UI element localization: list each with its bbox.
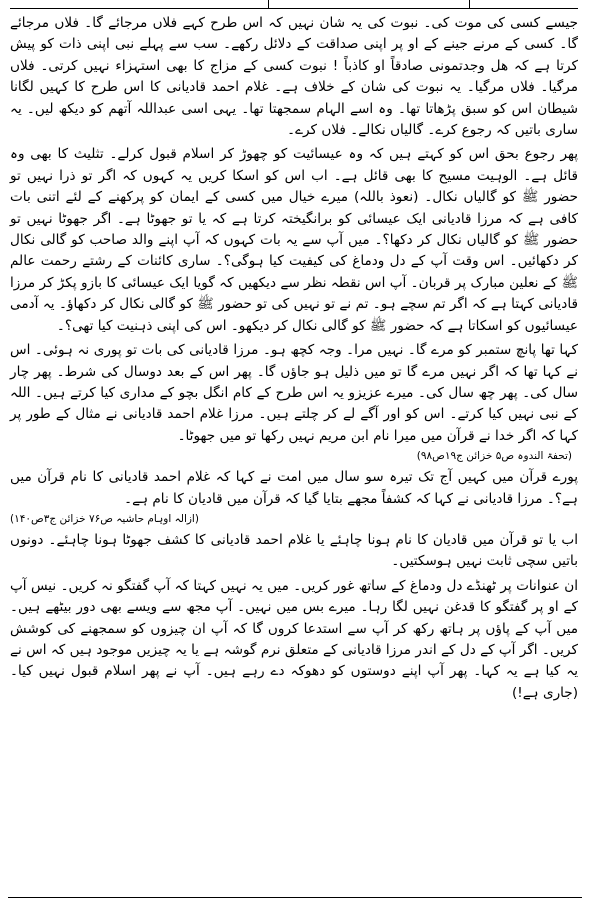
reference-citation-2: (ازالہ اوہام حاشیہ ص۷۶ خزائن ج۳ص۱۴۰) xyxy=(10,512,199,525)
paragraph-2: پھر رجوع بحق اس کو کہتے ہیں کہ وہ عیسائیت کو چھوڑ کر اسلام قبول کرلے۔ تثلیث کا بھی وہ قائل ہے۔ الوہیت مسیح کا بھی قائل ہے۔ اب اس کو اسکا کریں یہ کہوں کہ اگر تو ذرا نہیں تو حضور ﷺ کو گالیاں نکال۔ (نعوذ باللہ) میرے خیال میں کسی کے ایمان کو پرکھنے کے لئے اتنی بات کافی ہے کہ مرزا قادیانی ایک عیسائی کو برانگیختہ کرتا ہے کہ یا تو جھوٹا ہے۔ اگر جھوٹا نہیں تو حضور ﷺ کو گالیاں نکال کر دکھا؟۔ میں آپ سے یہ بات کہوں کہ آپ اپنے والد صاحب کو گالی نکال کر دکھائیں۔ اس وقت آپ کے دل ودماغ کی کیفیت کیا ہوگی؟۔ ساری کائنات کے رشتے رحمت عالم ﷺ کے نعلین مبارک پر قربان۔ آپ اس نقطہ نظر سے دیکھیں کہ گویا ایک عیسائی کا بازو پکڑ کر مرزا قادیانی کہتا ہے کہ اگر تم سچے ہو۔ تم نے تو نہیں کی تو حضور ﷺ کو گالی نکال کر دکھاؤ۔ یہ آدمی عیسائیوں کو اسکاتا ہے کہ حضور ﷺ کو گالی نکال کر دیکھو۔ اس کی اپنی ذہنیت کیا تھی؟۔ xyxy=(10,146,578,334)
header-tab xyxy=(268,0,470,9)
header-rule xyxy=(10,0,578,9)
paragraph-6: ان عنوانات پر ٹھنڈے دل ودماغ کے ساتھ غور کریں۔ میں یہ نہیں کہتا کہ آپ گفتگو نہ کریں۔ نیس آپ کے او پر گفتگو کا قدغن نہیں لگا رہا۔ میرے بس میں نہیں۔ آپ مجھ سے ویسے بھی دور بیٹھے ہیں۔ میں آپ کے پاؤں پر ہاتھ رکھ کر آپ سے استدعا کروں گا کہ آپ ان چیزوں کو سمجھنے کی کوشش کریں۔ اگر آپ کے دل کے اندر مرزا قادیانی کے متعلق نرم گوشہ ہے یا یہ چیزیں موجود ہیں کہ اس نے یہ کیا ہے یہ کہا۔ پھر آپ اپنے دوستوں کو دھوکہ دے رہے ہیں۔ آپ نے پھر اسلام قبول نہیں کیا۔ (جاری ہے!) xyxy=(10,577,578,701)
reference-citation-1: (تحفۃ الندوہ ص۵ خزائن ج۱۹ص۹۸) xyxy=(416,450,572,463)
footer-rule xyxy=(8,897,582,898)
paragraph-3: کہا تھا پانچ ستمبر کو مرے گا۔ نہیں مرا۔ وجہ کچھ ہو۔ مرزا قادیانی کی بات تو پوری نہ ہوئی۔ اس نے کہا تھا کہ اگر نہیں مرے گا تو میں ذلیل ہو جاؤں گا۔ پھر اس کے بعد دوسال کی شرط۔ پھر چار سال کی۔ پھر چھ سال کی۔ میرے عزیزو یہ اس طرح کے کام انگل بچو کے مداری کیا کرتے ہیں۔ اللہ کے نبی نہیں کیا کرتے۔ اس کو اور آگے لے کر چلتے ہیں۔ مرزا غلام احمد قادیانی نے مثال کے طور پر کہا کہ اگر خدا نے قرآن میں میرا نام ابن مریم نہیں رکھا تو میں جھوٹا۔ xyxy=(10,342,578,444)
paragraph-5: اب یا تو قرآن میں قادیان کا نام ہونا چاہئے یا غلام احمد قادیانی کا کشف جھوٹا ہونا چاہئے۔ دونوں باتیں سچی ثابت نہیں ہوسکتیں۔ xyxy=(10,531,578,570)
paragraph-4: پورے قرآن میں کہیں آج تک تیرہ سو سال میں امت نے کہا کہ غلام احمد قادیانی کا نام قرآن میں ہے؟۔ مرزا قادیانی نے کہا کہ کشفاً مجھے بتایا گیا کہ قرآن میں قادیان کا نام ہے۔ xyxy=(10,469,578,507)
paragraph-1: جیسے کسی کی موت کی۔ نبوت کی یہ شان نہیں کہ اس طرح کہے فلاں مرجائے گا۔ فلاں مرجائے گا۔ کسی کے مرنے جینے کے او پر اپنی صداقت کے دلائل رکھے۔ سب سے پہلے نبی اپنی ذات کو پیش کرتا ہے کہ ھل وجدتمونی صادقاً او کاذباً ! نبوت کسی کے مزاج کا بھی استہزاء نہیں کرتی۔ فلاں مرگیا۔ فلاں مرگیا۔ یہ نبوت کی شان کے خلاف ہے۔ غلام احمد قادیانی کا اس طرح کا کہیں لگانا شیطان اس کو سبق پڑھاتا تھا۔ وہ اسے الہام سمجھتا تھا۔ یہی اسی عبداللہ آتھم کو دیکھ لیں۔ یہ ساری باتیں کہ رجوع کرے۔ گالیاں نکالے۔ فلاں کرے۔ xyxy=(10,15,578,139)
article-body xyxy=(10,13,578,704)
